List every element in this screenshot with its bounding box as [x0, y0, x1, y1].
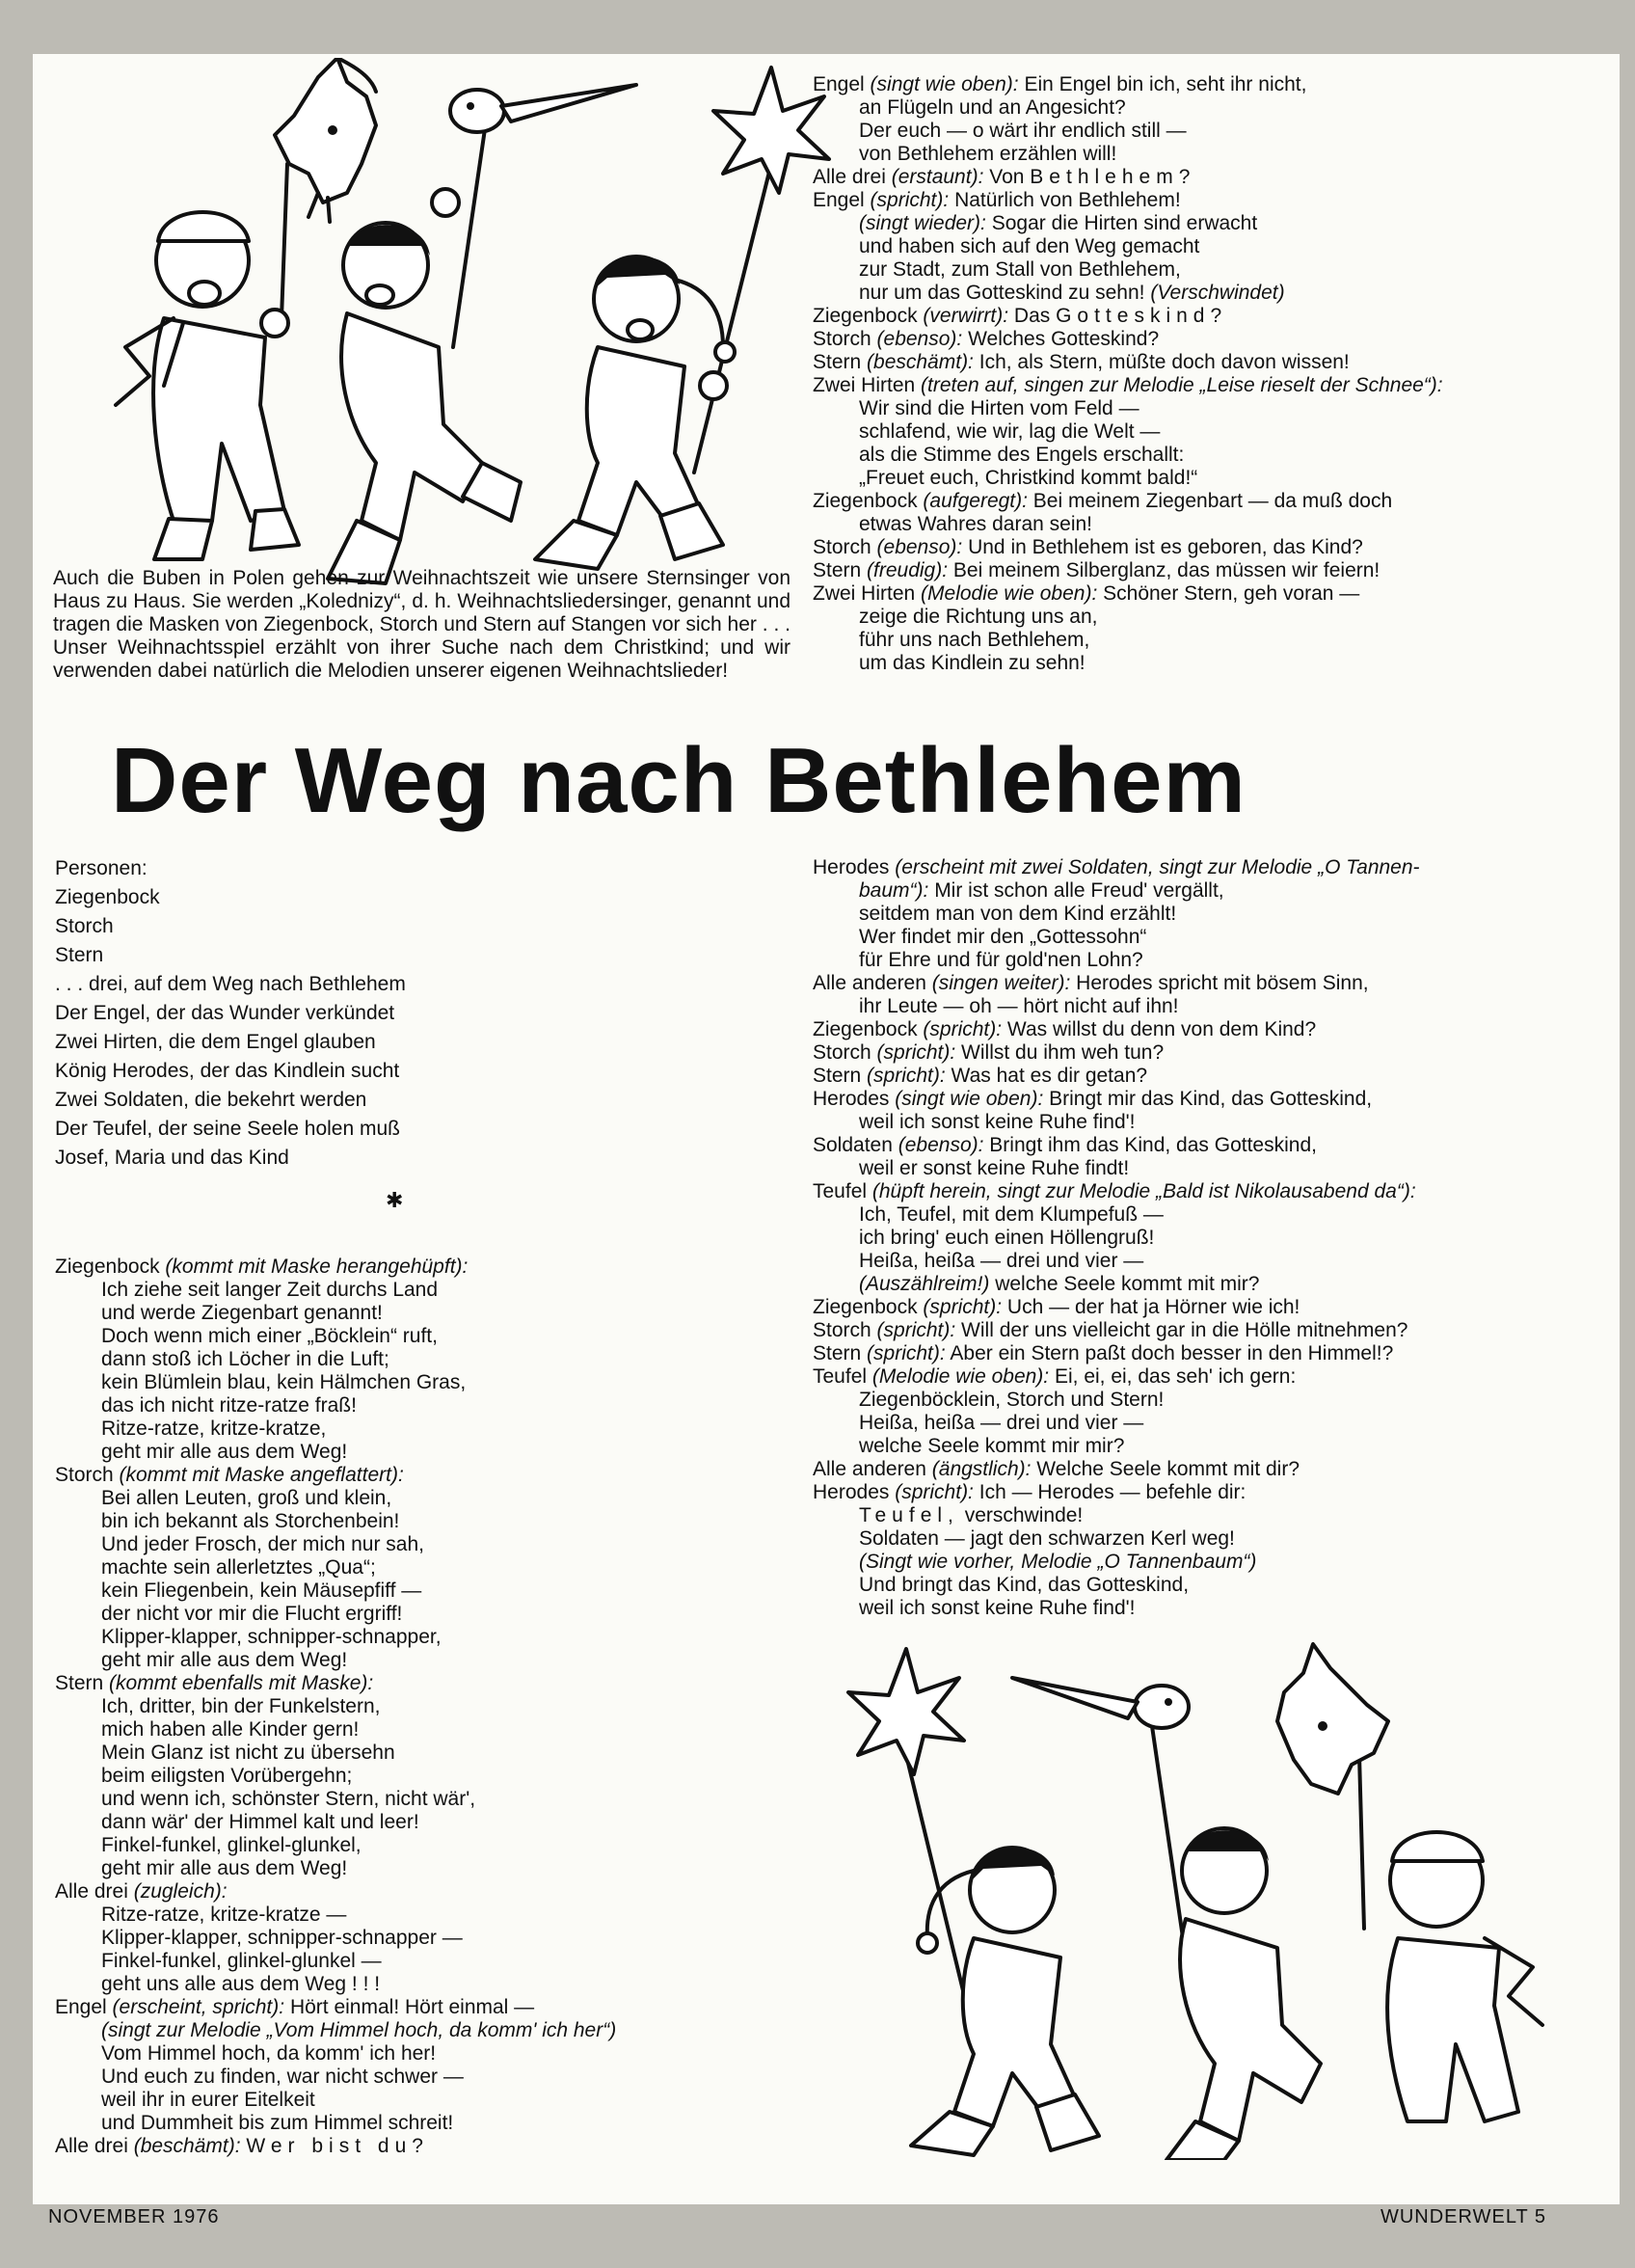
right-script-line [813, 1412, 1603, 1435]
speaker-name: Stern [55, 1672, 110, 1694]
left-script-line [55, 1695, 788, 1718]
speaker-name: Zwei Hirten [813, 582, 922, 605]
right-script-line [813, 949, 1603, 972]
dialogue-text: seitdem man von dem Kind erzählt! [859, 903, 1177, 925]
left-script-line [55, 1857, 788, 1880]
speaker-name: Alle drei [813, 166, 892, 188]
top-right-line [813, 328, 1603, 351]
dialogue-text: als die Stimme des Engels erschallt: [859, 444, 1185, 466]
speaker-name: Storch [813, 1319, 877, 1341]
dialogue-text: welche Seele kommt mir mir? [859, 1435, 1125, 1457]
left-script-line [55, 1418, 788, 1441]
top-right-line [813, 189, 1603, 212]
cast-member: Storch [55, 915, 114, 937]
speaker-name: Alle anderen [813, 1458, 932, 1480]
left-script-line [55, 1510, 788, 1533]
stage-direction: (singt wie oben): [895, 1088, 1044, 1110]
dialogue-text: mich haben alle Kinder gern! [101, 1718, 360, 1741]
dialogue-text: Wir sind die Hirten vom Feld — [859, 397, 1139, 419]
speaker-name: Stern [813, 1065, 868, 1087]
left-script-line [55, 1742, 788, 1765]
stage-direction: (treten auf, singen zur Melodie „Leise rieselt der Schnee“): [921, 374, 1443, 396]
left-script-line [55, 1279, 788, 1302]
dialogue-text: Heißa, heißa — drei und vier — [859, 1250, 1144, 1272]
right-script-line [813, 1574, 1603, 1597]
dialogue-text: von Bethlehem erzählen will! [859, 143, 1117, 165]
stage-direction: (spricht): [895, 1481, 974, 1503]
script-top-right [813, 73, 1603, 675]
dialogue-text: Mein Glanz ist nicht zu übersehn [101, 1742, 395, 1764]
top-right-line [813, 467, 1603, 490]
stage-direction: (singt wieder): [859, 212, 986, 234]
dialogue-text: „Freuet euch, Christkind kommt bald!“ [859, 467, 1198, 489]
dialogue-text: Bringt mir das Kind, das Gotteskind, [1043, 1088, 1373, 1110]
left-script-line [55, 1649, 788, 1672]
cast-member: Josef, Maria und das Kind [55, 1147, 289, 1169]
dialogue-text: weil ich sonst keine Ruhe find'! [859, 1597, 1136, 1619]
dialogue-text: und haben sich auf den Weg gemacht [859, 235, 1200, 257]
right-script-line [813, 1458, 1603, 1481]
cast-member: König Herodes, der das Kindlein sucht [55, 1060, 400, 1082]
stage-direction: baum“): [859, 879, 929, 902]
top-right-line [813, 606, 1603, 629]
right-script-line [813, 1134, 1603, 1157]
left-script-line [55, 1950, 788, 1973]
top-right-line [813, 444, 1603, 467]
script-left-column [55, 1256, 788, 2158]
dialogue-text: Ich — Herodes — befehle dir: [973, 1481, 1246, 1503]
dialogue-text: Welche Seele kommt mit dir? [1031, 1458, 1300, 1480]
top-right-line [813, 559, 1603, 582]
top-right-line [813, 374, 1603, 397]
dialogue-text: und werde Ziegenbart genannt! [101, 1302, 383, 1324]
stage-direction: (Singt wie vorher, Melodie „O Tannenbaum“) [859, 1551, 1257, 1573]
dialogue-text: Ich ziehe seit langer Zeit durchs Land [101, 1279, 439, 1301]
dialogue-text: dann wär' der Himmel kalt und leer! [101, 1811, 419, 1833]
top-right-line [813, 73, 1603, 96]
right-script-line [813, 926, 1603, 949]
right-script-line [813, 1365, 1603, 1389]
top-right-line [813, 120, 1603, 143]
speaker-name: Alle drei [55, 1880, 134, 1903]
left-script-line [55, 2089, 788, 2112]
left-script-line [55, 1348, 788, 1371]
speaker-name: Ziegenbock [813, 305, 924, 327]
right-script-line [813, 1157, 1603, 1180]
spaced-text: Bethlehem? [1030, 166, 1196, 188]
stage-direction: (beschämt): [133, 2135, 241, 2157]
right-script-line [813, 1435, 1603, 1458]
dialogue-text: Und in Bethlehem ist es geboren, das Kind? [962, 536, 1363, 558]
dialogue-text: geht mir alle aus dem Weg! [101, 1441, 348, 1463]
dialogue-text: Mir ist schon alle Freud' vergällt, [928, 879, 1224, 902]
dialogue-text: Ich, dritter, bin der Funkelstern, [101, 1695, 381, 1717]
dialogue-text: Hört einmal! Hört einmal — [284, 1996, 535, 2018]
dialogue-text: nur um das Gotteskind zu sehn! [859, 282, 1151, 304]
stage-direction: (beschämt): [867, 351, 974, 373]
intro-caption [53, 567, 791, 683]
dialogue-text: Und euch zu finden, war nicht schwer — [101, 2066, 464, 2088]
stage-direction: (aufgeregt): [923, 490, 1028, 512]
top-right-line [813, 513, 1603, 536]
dialogue-text: schlafend, wie wir, lag die Welt — [859, 420, 1161, 443]
stage-direction: (spricht): [876, 1041, 956, 1064]
dialogue-text: und wenn ich, schönster Stern, nicht wär', [101, 1788, 476, 1810]
spaced-text: Teufel, [859, 1504, 959, 1526]
stage-direction: (kommt mit Maske angeflattert): [119, 1464, 404, 1486]
stage-direction: (singen weiter): [931, 972, 1071, 994]
dialogue-text: weil ich sonst keine Ruhe find'! [859, 1111, 1136, 1133]
cast-member: Zwei Soldaten, die bekehrt werden [55, 1089, 367, 1111]
left-script-line [55, 2042, 788, 2066]
speaker-name: Stern [813, 351, 868, 373]
stage-direction: (ängstlich): [931, 1458, 1032, 1480]
right-script-line [813, 995, 1603, 1018]
top-right-line [813, 420, 1603, 444]
spaced-text: Wer bist du? [246, 2135, 429, 2157]
dialogue-text: und Dummheit bis zum Himmel schreit! [101, 2112, 454, 2134]
stage-direction: (zugleich): [133, 1880, 228, 1903]
dialogue-text: kein Fliegenbein, kein Mäusepfiff — [101, 1580, 422, 1602]
speaker-name: Engel [55, 1996, 113, 2018]
dialogue-text: Schöner Stern, geh voran — [1097, 582, 1360, 605]
top-right-line [813, 258, 1603, 282]
right-script-line [813, 1481, 1603, 1504]
stage-direction: (erstaunt): [891, 166, 984, 188]
cast-member: Zwei Hirten, die dem Engel glauben [55, 1031, 376, 1053]
right-script-line [813, 1319, 1603, 1342]
left-script-line [55, 1672, 788, 1695]
stage-direction: (spricht): [923, 1018, 1003, 1040]
right-script-line [813, 1065, 1603, 1088]
dialogue-text: Ei, ei, ei, das seh' ich gern: [1049, 1365, 1297, 1388]
top-right-line [813, 282, 1603, 305]
dialogue-text: das ich nicht ritze-ratze fraß! [101, 1394, 357, 1417]
left-script-line [55, 2135, 788, 2158]
dialogue-text: etwas Wahres daran sein! [859, 513, 1093, 535]
right-script-line [813, 972, 1603, 995]
dialogue-text: Sogar die Hirten sind erwacht [985, 212, 1258, 234]
dialogue-text: machte sein allerletztes „Qua“; [101, 1556, 376, 1579]
stage-direction: (spricht): [867, 1065, 946, 1087]
right-script-line [813, 1018, 1603, 1041]
dialogue-text: Ich, als Stern, müßte doch davon wissen! [973, 351, 1350, 373]
stage-direction: (erscheint, spricht): [112, 1996, 285, 2018]
dialogue-text: Ritze-ratze, kritze-kratze, [101, 1418, 327, 1440]
footer-date: NOVEMBER 1976 [48, 2206, 220, 2228]
top-right-line [813, 536, 1603, 559]
dialogue-text: beim eiligsten Vorübergehn; [101, 1765, 353, 1787]
dialogue-text: Bringt ihm das Kind, das Gotteskind, [983, 1134, 1317, 1156]
right-script-line [813, 1342, 1603, 1365]
stage-direction: (spricht): [923, 1296, 1003, 1318]
cast-member: Ziegenbock [55, 886, 160, 908]
section-divider-star: ✱ [386, 1188, 404, 1212]
dialogue-text: welche Seele kommt mit mir? [989, 1273, 1260, 1295]
stage-direction: (Melodie wie oben): [871, 1365, 1050, 1388]
left-script-line [55, 2112, 788, 2135]
spaced-text: Gotteskind? [1056, 305, 1228, 327]
speaker-name: Ziegenbock [813, 1018, 924, 1040]
dialogue-text: ich bring' euch einen Höllengruß! [859, 1227, 1155, 1249]
cast-member: Der Teufel, der seine Seele holen muß [55, 1118, 400, 1140]
caption-text: Auch die Buben in Polen gehen zur Weihnachtszeit wie unsere Sternsinger von Haus zu Haus. Sie werden „Kolednizy“, d. h. Weihnachtsliedersinger, genannt und tragen die Masken von Ziegenbock, Storch und Stern auf Stangen vor sich her . . . Unser Weihnachtsspiel erzählt von ihrer Suche nach dem Christkind; und wir verwenden dabei natürlich die Melodien unserer eigenen Weihnachtslieder! [53, 567, 791, 682]
left-script-line [55, 1811, 788, 1834]
dialogue-text: um das Kindlein zu sehn! [859, 652, 1086, 674]
right-script-line [813, 1250, 1603, 1273]
dialogue-text: Heißa, heißa — drei und vier — [859, 1412, 1144, 1434]
dialogue-text: Doch wenn mich einer „Böcklein“ ruft, [101, 1325, 438, 1347]
speaker-name: Stern [813, 1342, 868, 1364]
left-script-line [55, 1973, 788, 1996]
left-script-line [55, 1626, 788, 1649]
speaker-name: Soldaten [813, 1134, 898, 1156]
right-script-line [813, 1273, 1603, 1296]
right-script-line [813, 1597, 1603, 1620]
dialogue-text: zur Stadt, zum Stall von Bethlehem, [859, 258, 1181, 281]
top-right-line [813, 397, 1603, 420]
dialogue-text: Klipper-klapper, schnipper-schnapper — [101, 1927, 463, 1949]
left-script-line [55, 1765, 788, 1788]
right-script-line [813, 1203, 1603, 1227]
dialogue-text: Finkel-funkel, glinkel-glunkel, [101, 1834, 362, 1856]
dialogue-text: Und bringt das Kind, das Gotteskind, [859, 1574, 1190, 1596]
dialogue-text: Ritze-ratze, kritze-kratze — [101, 1904, 347, 1926]
speaker-name: Storch [813, 536, 877, 558]
dialogue-text: Uch — der hat ja Hörner wie ich! [1002, 1296, 1300, 1318]
speaker-name: Teufel [813, 1180, 872, 1202]
dialogue-text: bin ich bekannt als Storchenbein! [101, 1510, 400, 1532]
right-script-line [813, 1527, 1603, 1551]
dialogue-text: Das [1008, 305, 1057, 327]
dialogue-text: weil er sonst keine Ruhe findt! [859, 1157, 1130, 1179]
dialogue-text: Willst du ihm weh tun? [955, 1041, 1165, 1064]
left-script-line [55, 1487, 788, 1510]
speaker-name: Herodes [813, 856, 896, 878]
speaker-name: Storch [813, 328, 877, 350]
dialogue-text: Der euch — o wärt ihr endlich still — [859, 120, 1187, 142]
stage-direction: (Melodie wie oben): [921, 582, 1098, 605]
stage-direction: (kommt mit Maske herangehüpft): [165, 1256, 469, 1278]
script-right-column [813, 856, 1603, 1620]
top-right-line [813, 166, 1603, 189]
top-right-line [813, 143, 1603, 166]
right-script-line [813, 1111, 1603, 1134]
dialogue-text: Ein Engel bin ich, seht ihr nicht, [1018, 73, 1307, 95]
left-script-line [55, 1256, 788, 1279]
illustration-singers-bottom [819, 1639, 1571, 2160]
left-script-line [55, 1718, 788, 1742]
left-script-line [55, 1533, 788, 1556]
dialogue-text: zeige die Richtung uns an, [859, 606, 1098, 628]
right-script-line [813, 1041, 1603, 1065]
speaker-name: Engel [813, 189, 871, 211]
dialogue-text: geht mir alle aus dem Weg! [101, 1857, 348, 1879]
stage-direction: (hüpft herein, singt zur Melodie „Bald ist Nikolausabend da“): [871, 1180, 1416, 1202]
speaker-name: Alle drei [55, 2135, 134, 2157]
stage-direction: (kommt ebenfalls mit Maske): [109, 1672, 374, 1694]
dialogue-text: Finkel-funkel, glinkel-glunkel — [101, 1950, 382, 1972]
dialogue-text: Was hat es dir getan? [945, 1065, 1148, 1087]
dialogue-text: der nicht vor mir die Flucht ergriff! [101, 1603, 403, 1625]
dialogue-text: Bei meinem Ziegenbart — da muß doch [1027, 490, 1393, 512]
cast-list [55, 854, 730, 1173]
speaker-name: Stern [813, 559, 868, 581]
left-script-line [55, 1904, 788, 1927]
left-script-line [55, 1834, 788, 1857]
cast-member: Der Engel, der das Wunder verkündet [55, 1002, 395, 1024]
left-script-line [55, 1603, 788, 1626]
stage-direction: (singt wie oben): [870, 73, 1019, 95]
cast-member: Stern [55, 944, 104, 966]
speaker-name: Alle anderen [813, 972, 932, 994]
right-script-line [813, 1389, 1603, 1412]
dialogue-text: Welches Gotteskind? [962, 328, 1160, 350]
dialogue-text: Klipper-klapper, schnipper-schnapper, [101, 1626, 442, 1648]
left-script-line [55, 1371, 788, 1394]
page-title: Der Weg nach Bethlehem [111, 729, 1246, 832]
illustration-singers-top [58, 58, 848, 617]
left-script-line [55, 1464, 788, 1487]
speaker-name: Teufel [813, 1365, 872, 1388]
top-right-line [813, 305, 1603, 328]
dialogue-text: Aber ein Stern paßt doch besser in den Himmel!? [945, 1342, 1394, 1364]
stage-direction: (ebenso): [898, 1134, 984, 1156]
top-right-line [813, 96, 1603, 120]
dialogue-text: Bei allen Leuten, groß und klein, [101, 1487, 392, 1509]
left-script-line [55, 1580, 788, 1603]
top-right-line [813, 582, 1603, 606]
dialogue-text: Soldaten — jagt den schwarzen Kerl weg! [859, 1527, 1235, 1550]
stage-direction: (spricht): [870, 189, 950, 211]
dialogue-text: kein Blümlein blau, kein Hälmchen Gras, [101, 1371, 467, 1393]
left-script-line [55, 2066, 788, 2089]
stage-direction: (singt zur Melodie „Vom Himmel hoch, da komm' ich her“) [101, 2019, 617, 2041]
dialogue-text: verschwinde! [958, 1504, 1084, 1526]
dialogue-text: geht mir alle aus dem Weg! [101, 1649, 348, 1671]
dialogue-text: Will der uns vielleicht gar in die Hölle mitnehmen? [955, 1319, 1408, 1341]
right-script-line [813, 879, 1603, 903]
dialogue-text: weil ihr in eurer Eitelkeit [101, 2089, 315, 2111]
top-right-line [813, 629, 1603, 652]
stage-direction: (Verschwindet) [1150, 282, 1285, 304]
left-script-line [55, 1996, 788, 2019]
top-right-line [813, 652, 1603, 675]
left-script-line [55, 2019, 788, 2042]
dialogue-text: dann stoß ich Löcher in die Luft; [101, 1348, 389, 1370]
dialogue-text: Und jeder Frosch, der mich nur sah, [101, 1533, 424, 1555]
dialogue-text: für Ehre und für gold'nen Lohn? [859, 949, 1143, 971]
dialogue-text: Was willst du denn von dem Kind? [1002, 1018, 1317, 1040]
dialogue-text: Bei meinem Silberglanz, das müssen wir feiern! [948, 559, 1380, 581]
stage-direction: (Auszählreim!) [859, 1273, 990, 1295]
top-right-line [813, 490, 1603, 513]
top-right-line [813, 351, 1603, 374]
left-script-line [55, 1302, 788, 1325]
footer-page-number: WUNDERWELT 5 [1380, 2206, 1546, 2228]
top-right-line [813, 212, 1603, 235]
dialogue-text: Wer findet mir den „Gottessohn“ [859, 926, 1147, 948]
left-script-line [55, 1394, 788, 1418]
dialogue-text: ihr Leute — oh — hört nicht auf ihn! [859, 995, 1179, 1017]
right-script-line [813, 1227, 1603, 1250]
stage-direction: (erscheint mit zwei Soldaten, singt zur Melodie „O Tannen- [895, 856, 1420, 878]
speaker-name: Herodes [813, 1481, 896, 1503]
cast-heading: Personen: [55, 857, 147, 879]
left-script-line [55, 1556, 788, 1580]
right-script-line [813, 903, 1603, 926]
dialogue-text: Ziegenböcklein, Storch und Stern! [859, 1389, 1165, 1411]
dialogue-text: Herodes spricht mit bösem Sinn, [1070, 972, 1369, 994]
speaker-name: Ziegenbock [813, 490, 924, 512]
speaker-name: Ziegenbock [55, 1256, 166, 1278]
dialogue-text: führ uns nach Bethlehem, [859, 629, 1090, 651]
right-script-line [813, 856, 1603, 879]
dialogue-text: an Flügeln und an Angesicht? [859, 96, 1126, 119]
right-script-line [813, 1551, 1603, 1574]
stage-direction: (spricht): [867, 1342, 946, 1364]
speaker-name: Zwei Hirten [813, 374, 922, 396]
dialogue-text: Natürlich von Bethlehem! [949, 189, 1181, 211]
speaker-name: Storch [813, 1041, 877, 1064]
left-script-line [55, 1788, 788, 1811]
left-script-line [55, 1927, 788, 1950]
right-script-line [813, 1296, 1603, 1319]
left-script-line [55, 1441, 788, 1464]
right-script-line [813, 1088, 1603, 1111]
dialogue-text: Von [983, 166, 1031, 188]
dialogue-text: Vom Himmel hoch, da komm' ich her! [101, 2042, 437, 2065]
cast-member: . . . drei, auf dem Weg nach Bethlehem [55, 973, 406, 995]
dialogue-text: Ich, Teufel, mit dem Klumpefuß — [859, 1203, 1164, 1226]
right-script-line [813, 1180, 1603, 1203]
dialogue-text: geht uns alle aus dem Weg ! ! ! [101, 1973, 381, 1995]
right-script-line [813, 1504, 1603, 1527]
left-script-line [55, 1880, 788, 1904]
stage-direction: (freudig): [867, 559, 949, 581]
speaker-name: Ziegenbock [813, 1296, 924, 1318]
speaker-name: Herodes [813, 1088, 896, 1110]
speaker-name: Storch [55, 1464, 120, 1486]
stage-direction: (ebenso): [876, 536, 963, 558]
top-right-line [813, 235, 1603, 258]
stage-direction: (spricht): [876, 1319, 956, 1341]
stage-direction: (ebenso): [876, 328, 963, 350]
left-script-line [55, 1325, 788, 1348]
speaker-name: Engel [813, 73, 871, 95]
stage-direction: (verwirrt): [923, 305, 1009, 327]
